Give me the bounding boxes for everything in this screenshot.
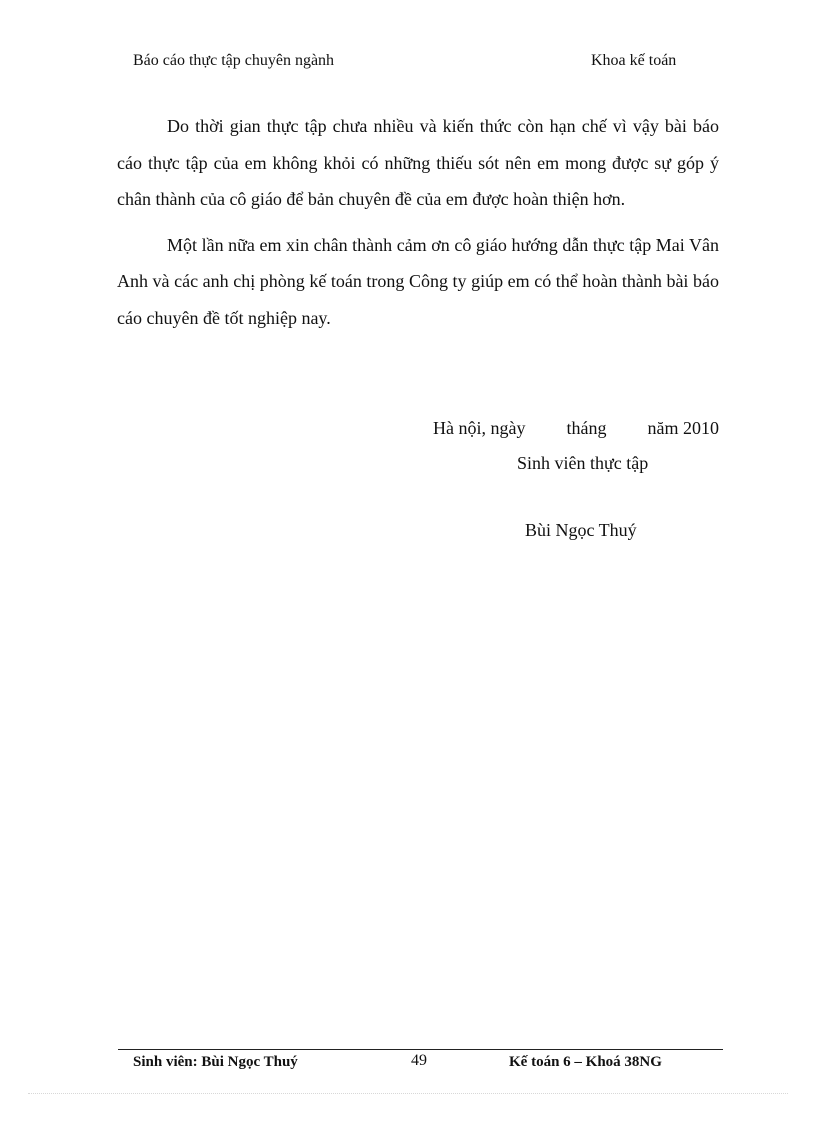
paragraph-2: Một lần nữa em xin chân thành cảm ơn cô giáo hướng dẫn thực tập Mai Vân Anh và các anh chị phòng kế toán trong Công ty giúp em có thể hoàn thành bài báo cáo chuyên đề tốt nghiệp nay. <box>117 234 719 328</box>
signer-role: Sinh viên thực tập <box>517 453 649 473</box>
footer-student: Sinh viên: Bùi Ngọc Thuý <box>133 1054 298 1070</box>
date-month: tháng <box>566 418 607 438</box>
signer-name: Bùi Ngọc Thuý <box>525 520 637 540</box>
footer-class: Kế toán 6 – Khoá 38NG <box>509 1054 662 1070</box>
body-text <box>117 108 719 345</box>
header-department: Khoa kế toán <box>591 52 677 69</box>
date-line <box>433 418 719 439</box>
header-report-title: Báo cáo thực tập chuyên ngành <box>133 52 335 69</box>
footer-divider <box>118 1049 723 1050</box>
date-place: Hà nội, ngày <box>433 418 526 438</box>
paragraph-1: Do thời gian thực tập chưa nhiều và kiến thức còn hạn chế vì vậy bài báo cáo thực tập của em không khỏi có những thiếu sót nên em mong được sự góp ý chân thành của cô giáo để bản chuyên đề của em được hoàn thiện hơn. <box>117 116 719 209</box>
page-number: 49 <box>411 1052 427 1069</box>
date-year: năm 2010 <box>647 418 719 438</box>
page-bottom-edge <box>28 1093 788 1094</box>
